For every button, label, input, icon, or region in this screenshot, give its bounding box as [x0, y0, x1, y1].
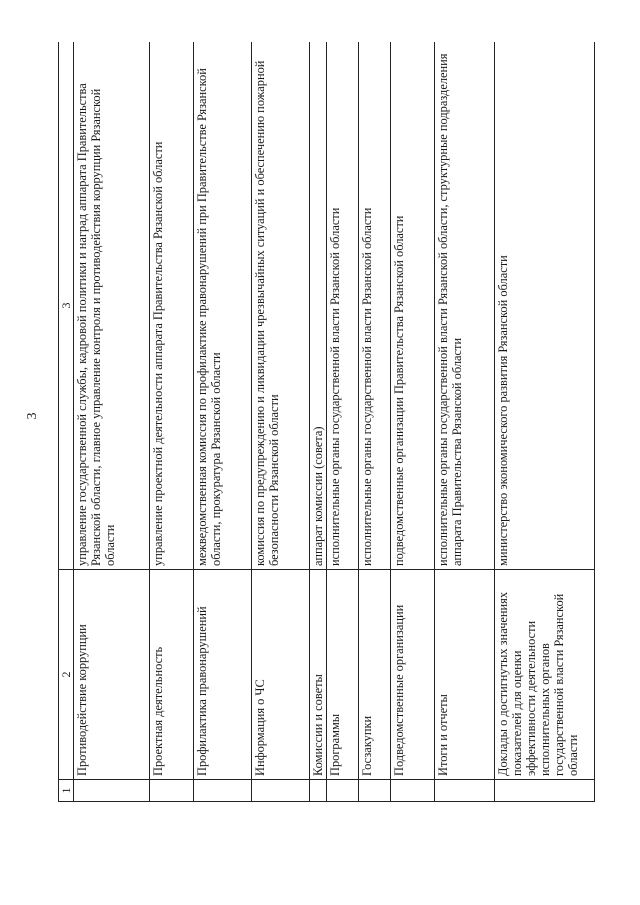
row-number-cell	[194, 780, 252, 802]
table-row	[252, 42, 310, 802]
section-cell: Подведомственные организации	[391, 570, 435, 780]
row-number-cell	[310, 780, 327, 802]
table-row	[310, 42, 327, 802]
section-cell: Госзакупки	[359, 570, 391, 780]
table-row	[359, 42, 391, 802]
table-row	[435, 42, 495, 802]
row-number-cell	[435, 780, 495, 802]
header-col-2: 2	[59, 570, 74, 780]
responsible-cell: подведомственные организации Правительства Рязанской области	[391, 42, 435, 570]
row-number-cell	[327, 780, 359, 802]
section-cell: Доклады о достигнутых значениях показателей для оценки эффективности деятельности исполнительных органов государственной власти Рязанской области	[495, 570, 595, 780]
section-cell: Противодействие коррупции	[74, 570, 150, 780]
section-cell: Комиссии и советы	[310, 570, 327, 780]
rotated-table-frame	[58, 42, 610, 802]
row-number-cell	[359, 780, 391, 802]
table-container	[58, 42, 610, 802]
table-row	[74, 42, 150, 802]
page-number: 3	[25, 412, 40, 420]
responsible-cell: аппарат комиссии (совета)	[310, 42, 327, 570]
row-number-cell	[495, 780, 595, 802]
table-row	[391, 42, 435, 802]
row-number-cell	[391, 780, 435, 802]
row-number-cell	[252, 780, 310, 802]
table-row	[150, 42, 194, 802]
responsible-cell: исполнительные органы государственной власти Рязанской области	[359, 42, 391, 570]
responsible-cell: исполнительные органы государственной власти Рязанской области	[327, 42, 359, 570]
responsible-cell: министерство экономического развития Рязанской области	[495, 42, 595, 570]
section-cell: Информация о ЧС	[252, 570, 310, 780]
section-cell: Программы	[327, 570, 359, 780]
responsibility-table	[58, 42, 595, 802]
table-row	[495, 42, 595, 802]
section-cell: Профилактика правонарушений	[194, 570, 252, 780]
row-number-cell	[150, 780, 194, 802]
responsible-cell: управление государственной службы, кадровой политики и наград аппарата Правительства Рязанской области, главное управление контроля и противодействия коррупции Рязанской области	[74, 42, 150, 570]
header-col-3: 3	[59, 42, 74, 570]
row-number-cell	[74, 780, 150, 802]
section-cell: Итоги и отчеты	[435, 570, 495, 780]
section-cell: Проектная деятельность	[150, 570, 194, 780]
header-col-1: 1	[59, 780, 74, 802]
table-header-row	[59, 42, 74, 802]
responsible-cell: исполнительные органы государственной власти Рязанской области, структурные подразделения аппарата Правительства Рязанской области	[435, 42, 495, 570]
responsible-cell: комиссия по предупреждению и ликвидации чрезвычайных ситуаций и обеспечению пожарной безопасности Рязанской области	[252, 42, 310, 570]
table-row	[327, 42, 359, 802]
responsible-cell: управление проектной деятельности аппарата Правительства Рязанской области	[150, 42, 194, 570]
responsible-cell: межведомственная комиссия по профилактике правонарушений при Правительстве Рязанской области, прокуратура Рязанской области	[194, 42, 252, 570]
table-row	[194, 42, 252, 802]
